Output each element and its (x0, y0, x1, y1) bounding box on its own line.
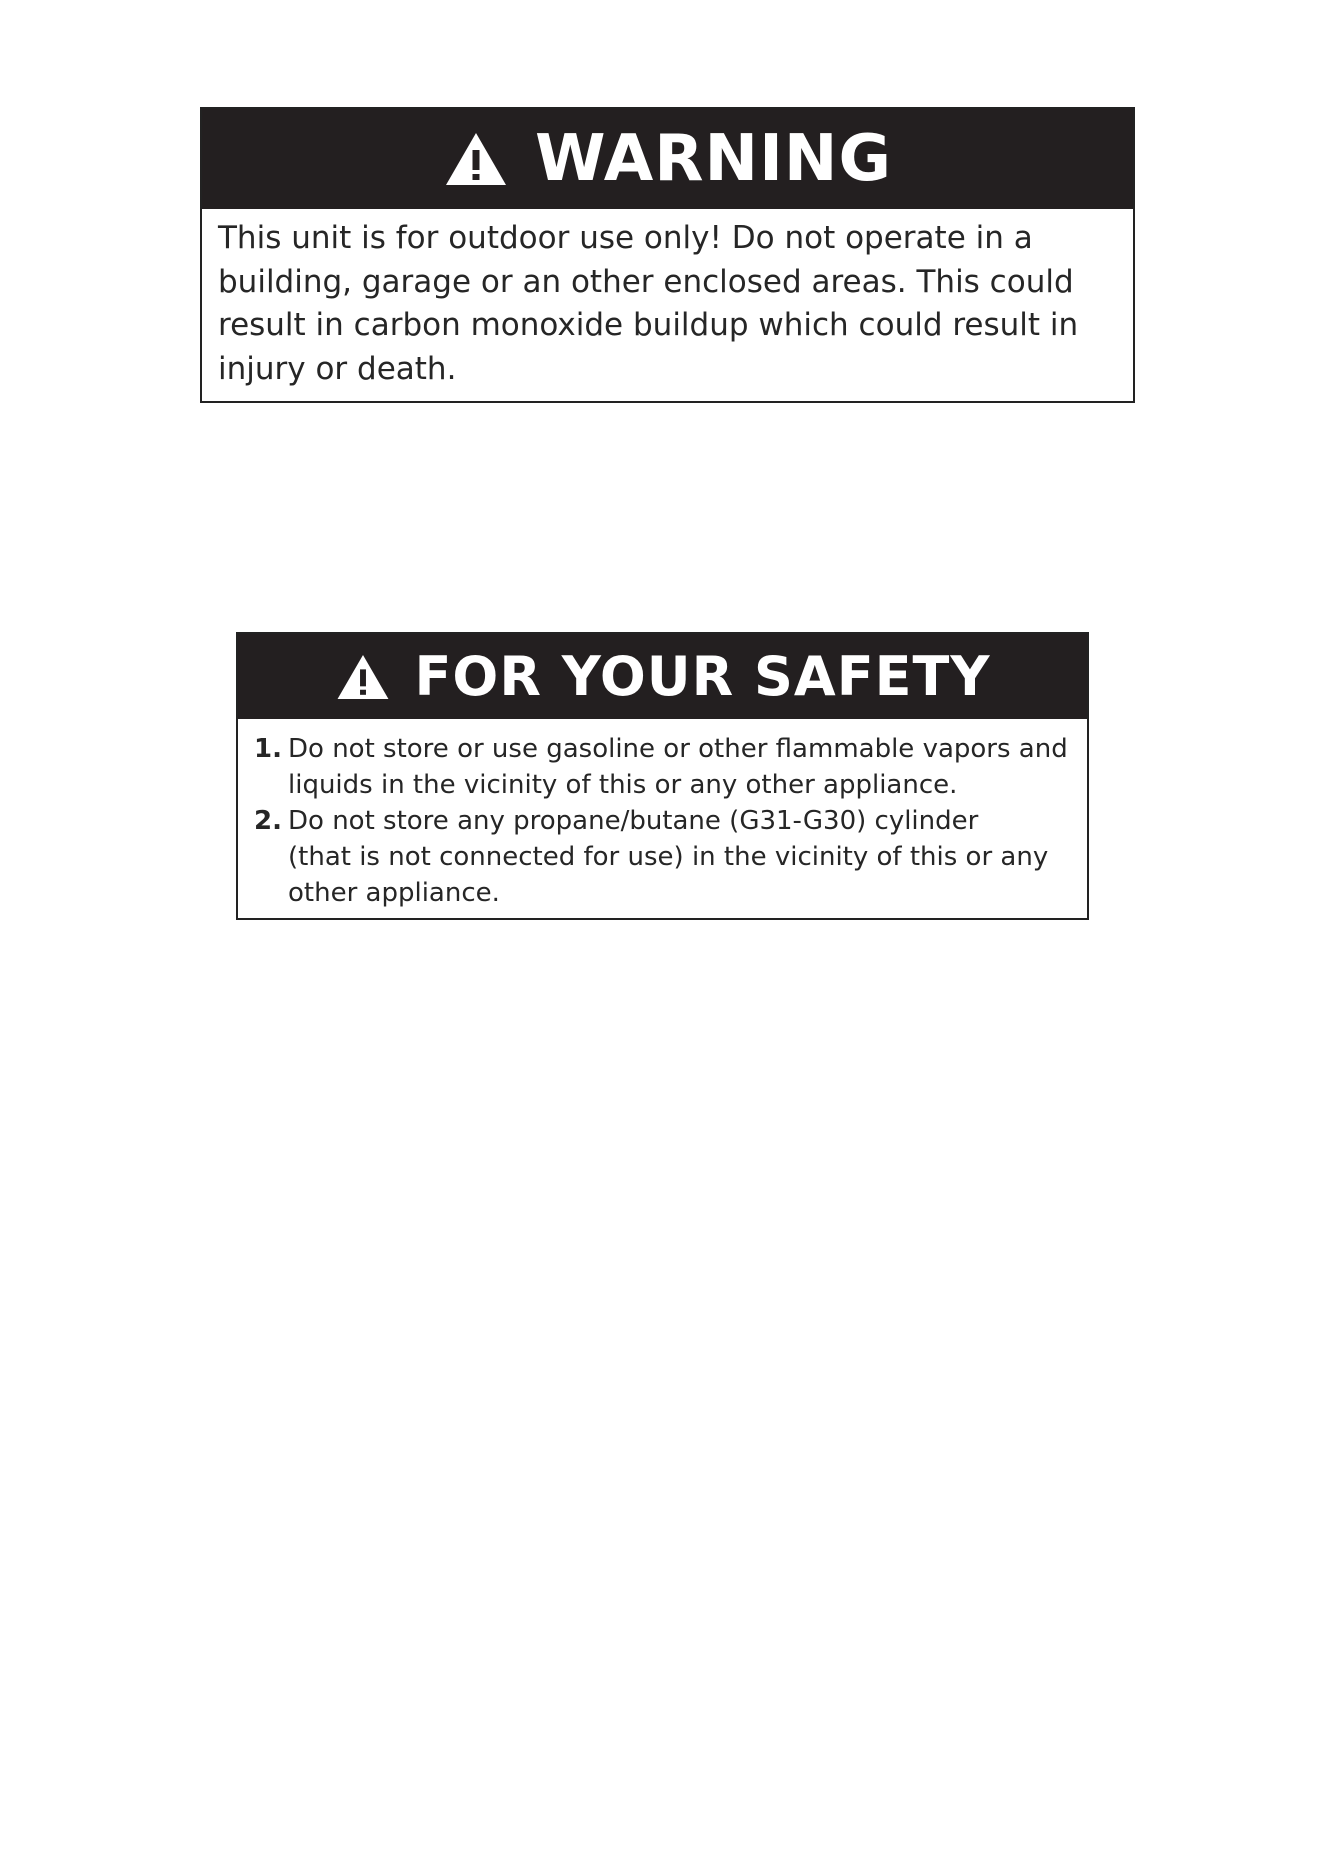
list-item-number: 2. (254, 806, 282, 836)
safety-notice (236, 632, 1089, 920)
warning-text-line: This unit is for outdoor use only! Do not operate in a (218, 220, 1033, 256)
warning-notice (200, 107, 1135, 403)
warning-text-line: result in carbon monoxide buildup which could result in (218, 307, 1079, 343)
warning-header (202, 109, 1133, 209)
list-item-text: Do not store or use gasoline or other flammable vapors and liquids in the vicinity of this or any other appliance. (288, 734, 1068, 800)
list-item (254, 731, 1087, 803)
safety-header (238, 634, 1087, 719)
warning-triangle-icon (335, 652, 391, 702)
warning-title: WARNING (535, 122, 892, 196)
list-item-number: 1. (254, 734, 282, 764)
warning-triangle-icon (443, 130, 509, 188)
safety-title: FOR YOUR SAFETY (414, 645, 991, 708)
list-item (254, 803, 1087, 911)
warning-text-line: injury or death. (218, 350, 457, 387)
safety-list (238, 719, 1087, 911)
list-item-text: Do not store any propane/butane (G31-G30) cylinder (that is not connected for use) in the vicinity of this or any other appliance. (288, 806, 1049, 908)
warning-body (202, 209, 1133, 391)
warning-text-line: building, garage or an other enclosed areas. This could (218, 263, 1074, 300)
